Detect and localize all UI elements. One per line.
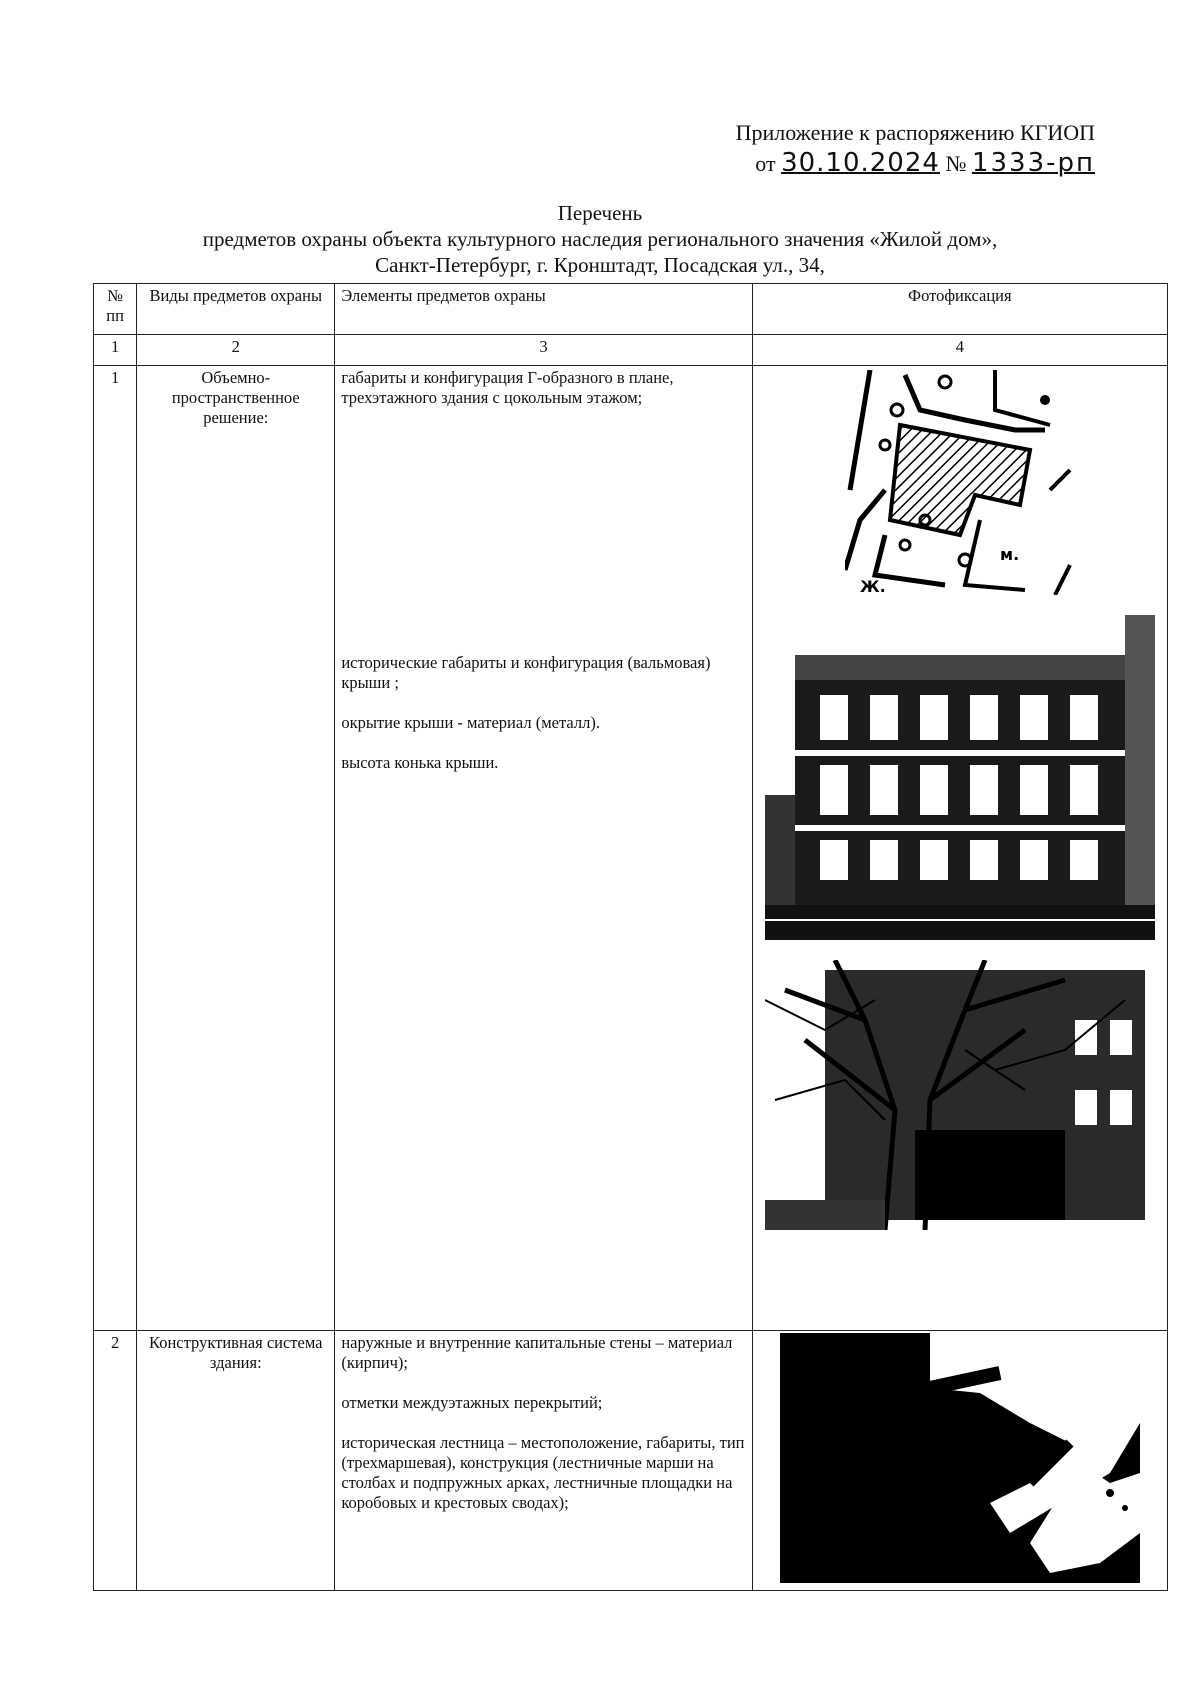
svg-text:Ж.: Ж.: [859, 577, 886, 595]
element-text: габариты и конфигурация Г-образного в плане, трехэтажного здания с цокольным этажом;: [341, 368, 674, 407]
element-text: наружные и внутренние капитальные стены – материал (кирпич);: [341, 1333, 733, 1372]
header-photos: Фотофиксация: [752, 284, 1167, 335]
order-date: 30.10.2024: [781, 148, 940, 178]
appendix-title: Приложение к распоряжению КГИОП: [735, 120, 1095, 145]
row-photos: [752, 1331, 1167, 1591]
element-text: историческая лестница – местоположение, габариты, тип (трехмаршевая), конструкция (лестничные марши на столбах и подпружных арках, лестничные площадки на коробовых и крестовых сводах);: [341, 1433, 745, 1512]
row-number: 1: [94, 366, 137, 1331]
staircase-photo-image: [780, 1333, 1140, 1583]
element-text: отметки междуэтажных перекрытий;: [341, 1393, 603, 1412]
element-text: окрытие крыши - материал (металл).: [341, 713, 600, 732]
appendix-header: [675, 118, 1095, 179]
header-elements: Элементы предметов охраны: [335, 284, 752, 335]
title-line-1: Перечень: [557, 201, 643, 225]
table-index-row: [94, 335, 1168, 366]
number-label: №: [945, 151, 967, 176]
index-1: 1: [94, 335, 137, 366]
title-line-2: предметов охраны объекта культурного наследия регионального значения «Жилой дом»,: [202, 227, 998, 251]
order-number: 1333-рп: [971, 148, 1095, 178]
table-row: [94, 366, 1168, 1331]
row-photos: [752, 366, 1167, 1331]
table-row: [94, 1331, 1168, 1591]
row-number: 2: [94, 1331, 137, 1591]
index-3: 3: [335, 335, 752, 366]
svg-text:м.: м.: [999, 545, 1019, 564]
table-header-row: [94, 284, 1168, 335]
protection-items-table: [93, 283, 1168, 1591]
row-type: Конструктивная система здания:: [137, 1331, 335, 1591]
header-num: № пп: [94, 284, 137, 335]
plan-scheme-image: [845, 370, 1075, 595]
order-line: [675, 148, 1095, 179]
index-4: 4: [752, 335, 1167, 366]
row-type: Объемно-пространственное решение:: [137, 366, 335, 1331]
row-elements: [335, 1331, 752, 1591]
element-text: высота конька крыши.: [341, 753, 499, 772]
from-label: от: [755, 151, 776, 176]
title-line-3: Санкт-Петербург, г. Кронштадт, Посадская ул., 34,: [375, 253, 825, 277]
index-2: 2: [137, 335, 335, 366]
element-text: исторические габариты и конфигурация (вальмовая) крыши ;: [341, 653, 711, 692]
facade-photo-image: [765, 615, 1155, 940]
row-elements: [335, 366, 752, 1331]
document-title: [60, 200, 1140, 278]
trees-facade-photo-image: [765, 960, 1155, 1230]
header-type: Виды предметов охраны: [137, 284, 335, 335]
